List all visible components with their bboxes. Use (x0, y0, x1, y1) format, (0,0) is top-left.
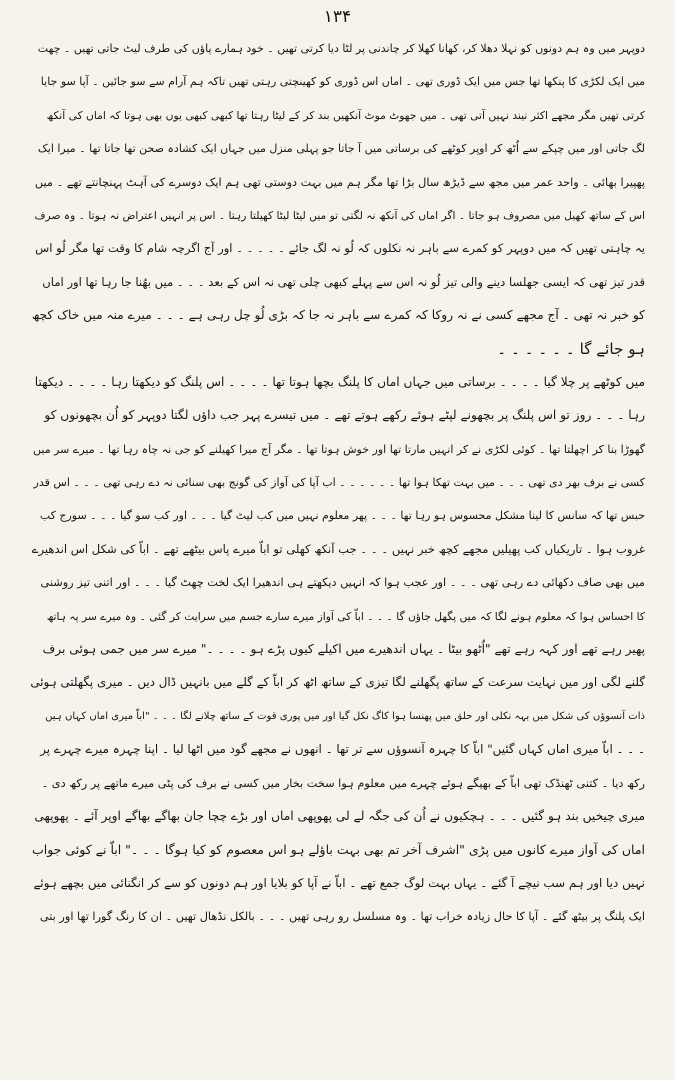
text-line: حبس تھا کہ سانس کا لینا مشکل محسوس ہو رہا تھا ۔ ۔ ۔ پھر معلوم نہیں میں کب لیٹ گیا ۔ ۔ ۔ اور کب سو گیا ۔ ۔ ۔ سورج کب (39, 509, 645, 523)
text-line: کرتی تھیں مگر مجھے اکثر نیند نہیں آتی تھی ۔ میں جھوٹ موٹ آنکھیں بند کر کے لیٹا رہتا تھا کبھی کبھی یوں بھی ہوتا کہ اماں کی آنکھ (46, 108, 645, 122)
text-line: ذات آنسوؤں کی شکل میں بہہ نکلی اور حلق میں پھنسا ہوا کاگ نکل گیا اور میں پوری قوت کے ساتھ چلانے لگا ۔ ۔ ۔ "اباّ میری اماں کہاں ہیں (45, 710, 645, 722)
text-line: اس کے ساتھ کھیل میں مصروف ہو جاتا ۔ اگر اماں کی آنکھ نہ لگتی تو میں لیٹا لیٹا کھیلتا رہتا ۔ اس پر انہیں اعتراض نہ ہوتا ۔ وہ صرف (34, 208, 645, 222)
text-line: گلنے لگی اور میں نہایت سرعت کے ساتھ پگھلنے لگا تیزی کے ساتھ اٹھ کر اباّ کے گلے میں بانہیں ڈال دیں ۔ میری پگھلتی ہوئی (30, 675, 645, 690)
text-line: ایک پلنگ پر بیٹھ گئے ۔ آپا کا حال زیادہ خراب تھا ۔ وہ مسلسل رو رہی تھیں ۔ ۔ ۔ بالکل نڈھال تھیں ۔ ان کا رنگ گورا تھا اور بتی (39, 910, 645, 924)
text-line: غروب ہوا ۔ تاریکیاں کب پھیلیں مجھے کچھ خبر نہیں ۔ ۔ ۔ جب آنکھ کھلی تو اباّ میرے پاس بیٹھے تھے ۔ اباّ کی شکل اس اندھیرے (31, 541, 645, 556)
text-line: میں بھی صاف دکھائی دے رہی تھی ۔ ۔ ۔ اور عجب ہوا کہ انہیں دیکھتے ہی اندھیرا ایک لخت چھٹ گیا ۔ ۔ ۔ اور اتنی تیز روشنی (40, 576, 645, 590)
text-line: گھوڑا بنا کر اچھلتا تھا ۔ کوئی لکڑی نے کر انہیں مارتا تھا اور خوش ہوتا تھا ۔ مگر آج میرا کھیلنے کو جی نہ چاہ رہا تھا ۔ میرے سر میں (33, 442, 645, 456)
text-line: کا احساس ہوا کہ معلوم ہونے لگا کہ میں پگھل جاؤں گا ۔ ۔ ۔ اباّ کی آواز میرے سارے جسم میں سرایت کر گئی ۔ وہ میرے سر پہ ہاتھ (46, 609, 645, 623)
text-line: دوپہر میں وہ ہم دونوں کو نہلا دھلا کر، کھانا کھلا کر چاندنی پر لٹا دیا کرتی تھیں ۔ خود ہمارے پاؤں کی طرف لیٹ جاتی تھیں ۔ چھت (37, 42, 645, 55)
text-line: کسی نے برف بھر دی تھی ۔ ۔ ۔ میں بہت تھکا ہوا تھا ۔ ۔ ۔ ۔ ۔ ۔ اب آپا کی آواز کی گونج بھی سنائی نہ دے رہی تھی ۔ ۔ ۔ اس قدر (33, 476, 645, 490)
text-line: میری چیخیں بند ہو گئیں ۔ ۔ ۔ ہچکیوں نے اُن کی جگہ لے لی پھوپھی اماں اور بڑے چچا جان بھاگے بھاگے اوپر آئے ۔ پھوپھی (34, 808, 645, 823)
page-number: ۱۳۴ (323, 7, 352, 27)
text-line: رہا ۔ ۔ ۔ روز تو اس پلنگ پر بچھونے لپٹے ہوئے رکھے ہوتے تھے ۔ میں تیسرے پہر جب داؤں لگتا دوپہر کو اُن بچھونوں کو (44, 408, 645, 423)
text-line: رکھ دیا ۔ کتنی ٹھنڈک تھی اباّ کے بھیگے ہوئے چہرے میں معلوم ہوا سخت بخار میں کسی نے برف کی پٹی میرے ماتھے پر رکھ دی ۔ (41, 776, 645, 790)
text-line: کو خبر نہ تھی ۔ آج مجھے کسی نے نہ روکا کہ کمرے سے باہر نہ جا کہ بڑی لُو چل رہی ہے ۔ ۔ ۔ میرے منہ میں خاک کچھ (31, 308, 645, 323)
text-line: ہو جائے گا ۔ ۔ ۔ ۔ ۔ ۔ (497, 339, 645, 358)
text-line: میں کوٹھے پر چلا گیا ۔ ۔ ۔ ۔ برساتی میں جہاں اماں کا پلنگ بچھا ہوتا تھا ۔ ۔ ۔ ۔ اس پلنگ کو دیکھتا رہا ۔ ۔ ۔ ۔ دیکھتا (34, 374, 645, 389)
text-line: یہ چاہتی تھیں کہ میں دوپہر کو کمرے سے باہر نہ نکلوں کہ لُو نہ لگ جائے ۔ ۔ ۔ ۔ ۔ اور آج اگرچہ شام کا وقت تھا مگر لُو اس (35, 241, 645, 256)
text-line: پھپیرا بھائی ۔ واحد عمر میں مجھ سے ڈیڑھ سال بڑا تھا مگر ہم میں بہت دوستی تھی ہم ایک دوسرے کی آہٹ پہنچانتے تھے ۔ میں (34, 175, 645, 189)
text-line: نہیں دیا اور ہم سب نیچے آ گئے ۔ یہاں بہت لوگ جمع تھے ۔ اباّ نے آپا کو بلایا اور ہم دونوں کو سے کر انگنائی میں بچھے ہوئے (33, 875, 645, 890)
text-line: اماں کی آواز میرے کانوں میں پڑی "اشرف آخر تم بھی بہت باؤلے ہو اس معصوم کو کیا ہوگا ۔ ۔ ۔" اباّ نے کوئی جواب (31, 842, 645, 858)
text-line: قدر تیز تھی کہ ایسی جھلسا دینے والی تیز لُو نہ اس سے پہلے کبھی چلی تھی نہ اس کے بعد ۔ ۔ ۔ میں بھُنا جا رہا تھا اور اماں (42, 274, 645, 289)
text-line: ۔ ۔ ۔ اباّ میری اماں کہاں گئیں" اباّ کا چہرہ آنسوؤں سے تر تھا ۔ انھوں نے مجھے گود میں اٹھا لیا ۔ اپنا چہرہ میرے چہرے پر (40, 742, 645, 757)
text-line: میں ایک لکڑی کا پنکھا تھا جس میں ایک ڈوری تھی ۔ اماں اس ڈوری کو کھینچتی رہتی تھیں تاکہ ہم آرام سے سو جائیں ۔ آپا سو جایا (40, 75, 645, 89)
text-line: لگ جاتی اور میں چپکے سے اُٹھ کر اوپر کوٹھے کی برساتی میں آ جاتا جو پہلی منزل میں جہاں ایک کشادہ صحن تھا جاتا تھا ۔ میرا ایک (37, 142, 645, 156)
page-text (30, 32, 645, 934)
text-line: پھیر رہے تھے اور کہہ رہے تھے "اُٹھو بیٹا ۔ یہاں اندھیرے میں اکیلے کیوں پڑے ہو ۔ ۔ ۔ ۔" میرے سر میں جمی ہوئی برف (42, 642, 645, 657)
